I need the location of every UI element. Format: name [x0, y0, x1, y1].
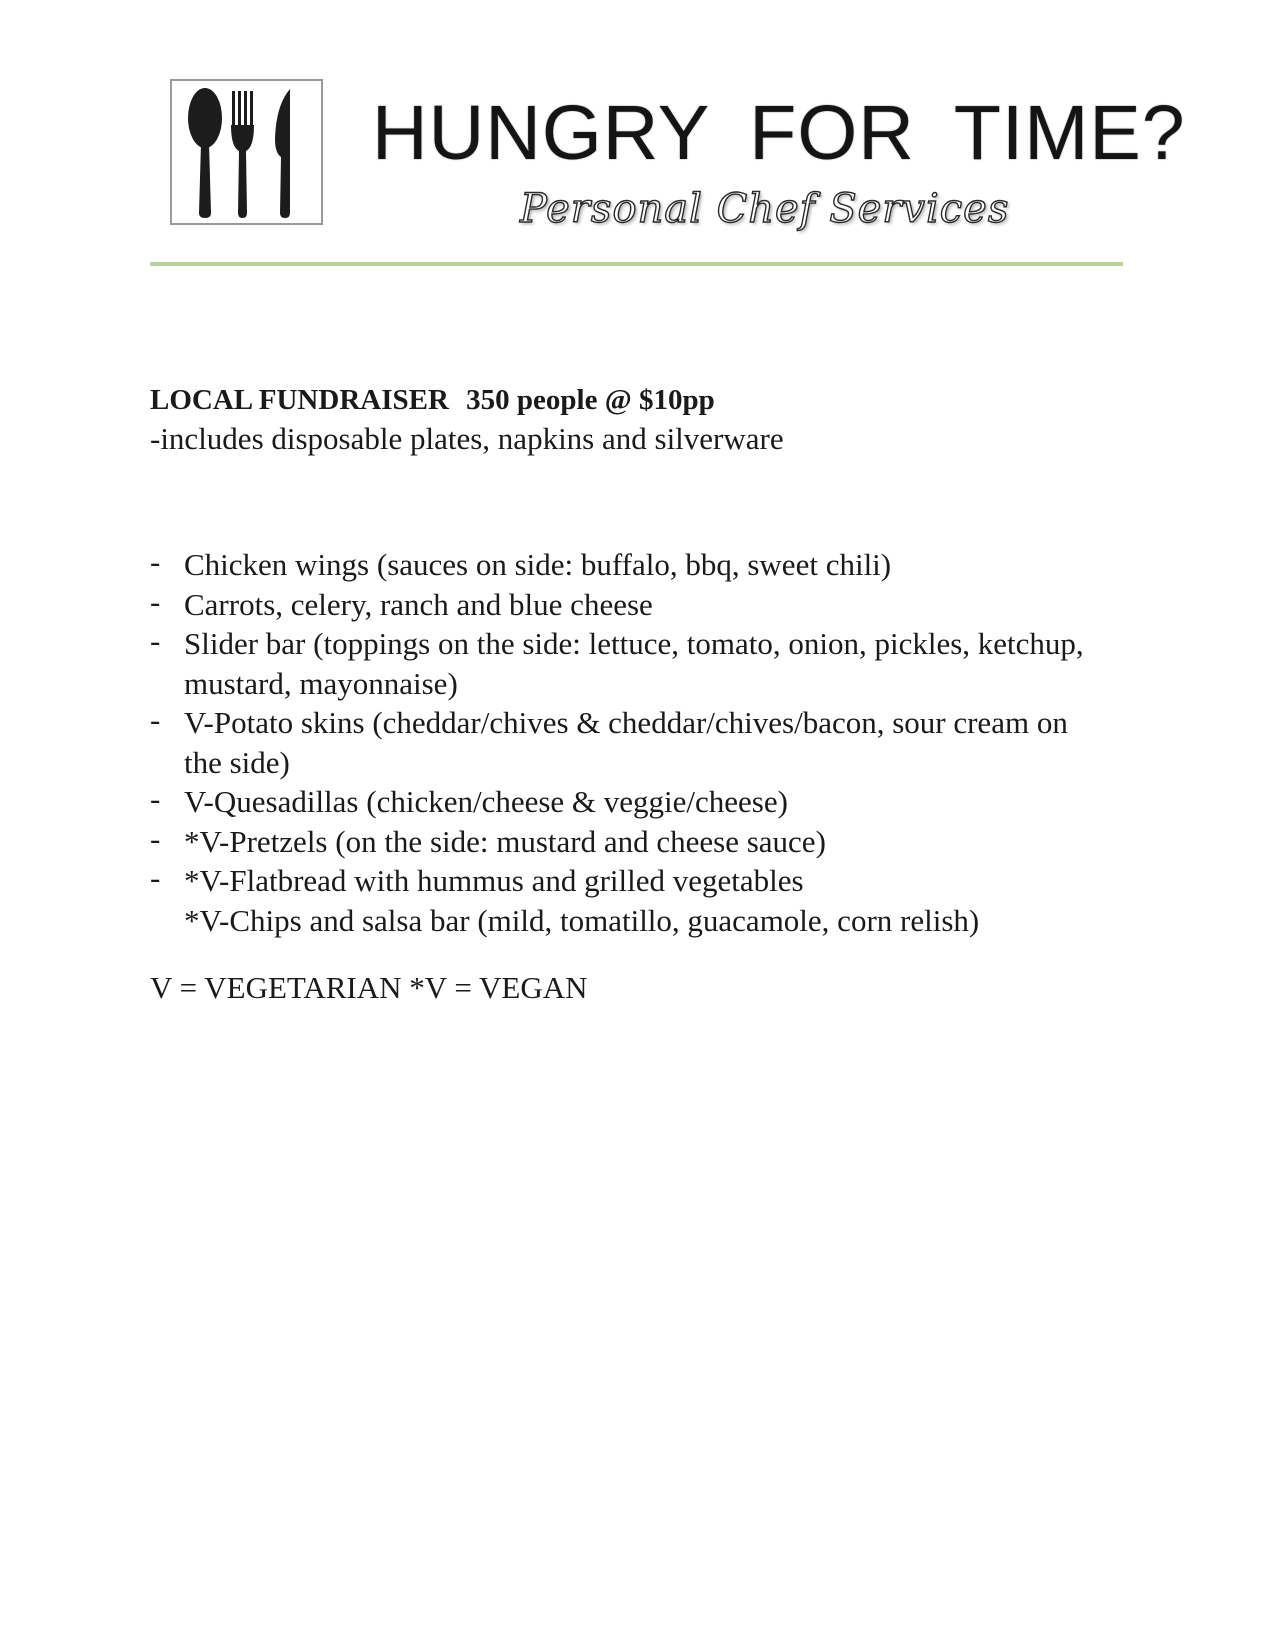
bullet-dash: -	[150, 781, 161, 816]
menu-item-text: Chicken wings (sauces on side: buffalo, bbq, sweet chili)	[184, 547, 892, 582]
list-item	[150, 822, 1110, 862]
list-item	[150, 624, 1110, 703]
brand-subtitle: Personal Chef Services	[520, 186, 1010, 232]
list-item	[150, 545, 1110, 585]
list-item	[150, 901, 1110, 941]
menu-item-text: *V-Pretzels (on the side: mustard and cheese sauce)	[184, 823, 826, 859]
bullet-dash: -	[150, 820, 161, 856]
menu-item-text: *V-Chips and salsa bar (mild, tomatillo, guacamole, corn relish)	[184, 902, 980, 938]
event-note: -includes disposable plates, napkins and silverware	[150, 421, 784, 456]
brand-title: HUNGRY FOR TIME?	[372, 90, 1186, 176]
list-item	[150, 782, 1110, 822]
cutlery-graphic	[172, 81, 321, 223]
bullet-dash: -	[150, 583, 161, 619]
event-name: LOCAL FUNDRAISER	[150, 384, 449, 416]
logo	[170, 79, 323, 225]
menu-item-text: *V-Flatbread with hummus and grilled vegetables	[184, 863, 804, 898]
event-title	[150, 381, 715, 419]
menu-item-text: V-Potato skins (cheddar/chives & cheddar/chives/bacon, sour cream on the side)	[184, 705, 1068, 780]
menu-item-text: V-Quesadillas (chicken/cheese & veggie/cheese)	[184, 784, 788, 819]
list-item	[150, 861, 1110, 901]
bullet-dash: -	[150, 623, 161, 658]
event-detail: 350 people @ $10pp	[466, 384, 715, 416]
menu-item-text: Carrots, celery, ranch and blue cheese	[184, 586, 653, 622]
header-divider	[150, 262, 1123, 266]
bullet-dash: -	[150, 702, 161, 737]
list-item	[150, 585, 1110, 625]
menu-item-text: Slider bar (toppings on the side: lettuce, tomato, onion, pickles, ketchup, mustard, mayonnaise)	[184, 626, 1084, 701]
list-item	[150, 703, 1110, 782]
menu-list	[150, 545, 1110, 940]
spoon-icon	[188, 88, 222, 218]
bullet-dash: -	[150, 544, 161, 579]
knife-icon	[275, 89, 290, 218]
bullet-dash: -	[150, 860, 161, 895]
diet-legend: V = VEGETARIAN *V = VEGAN	[150, 970, 588, 1005]
fork-icon	[231, 91, 254, 218]
